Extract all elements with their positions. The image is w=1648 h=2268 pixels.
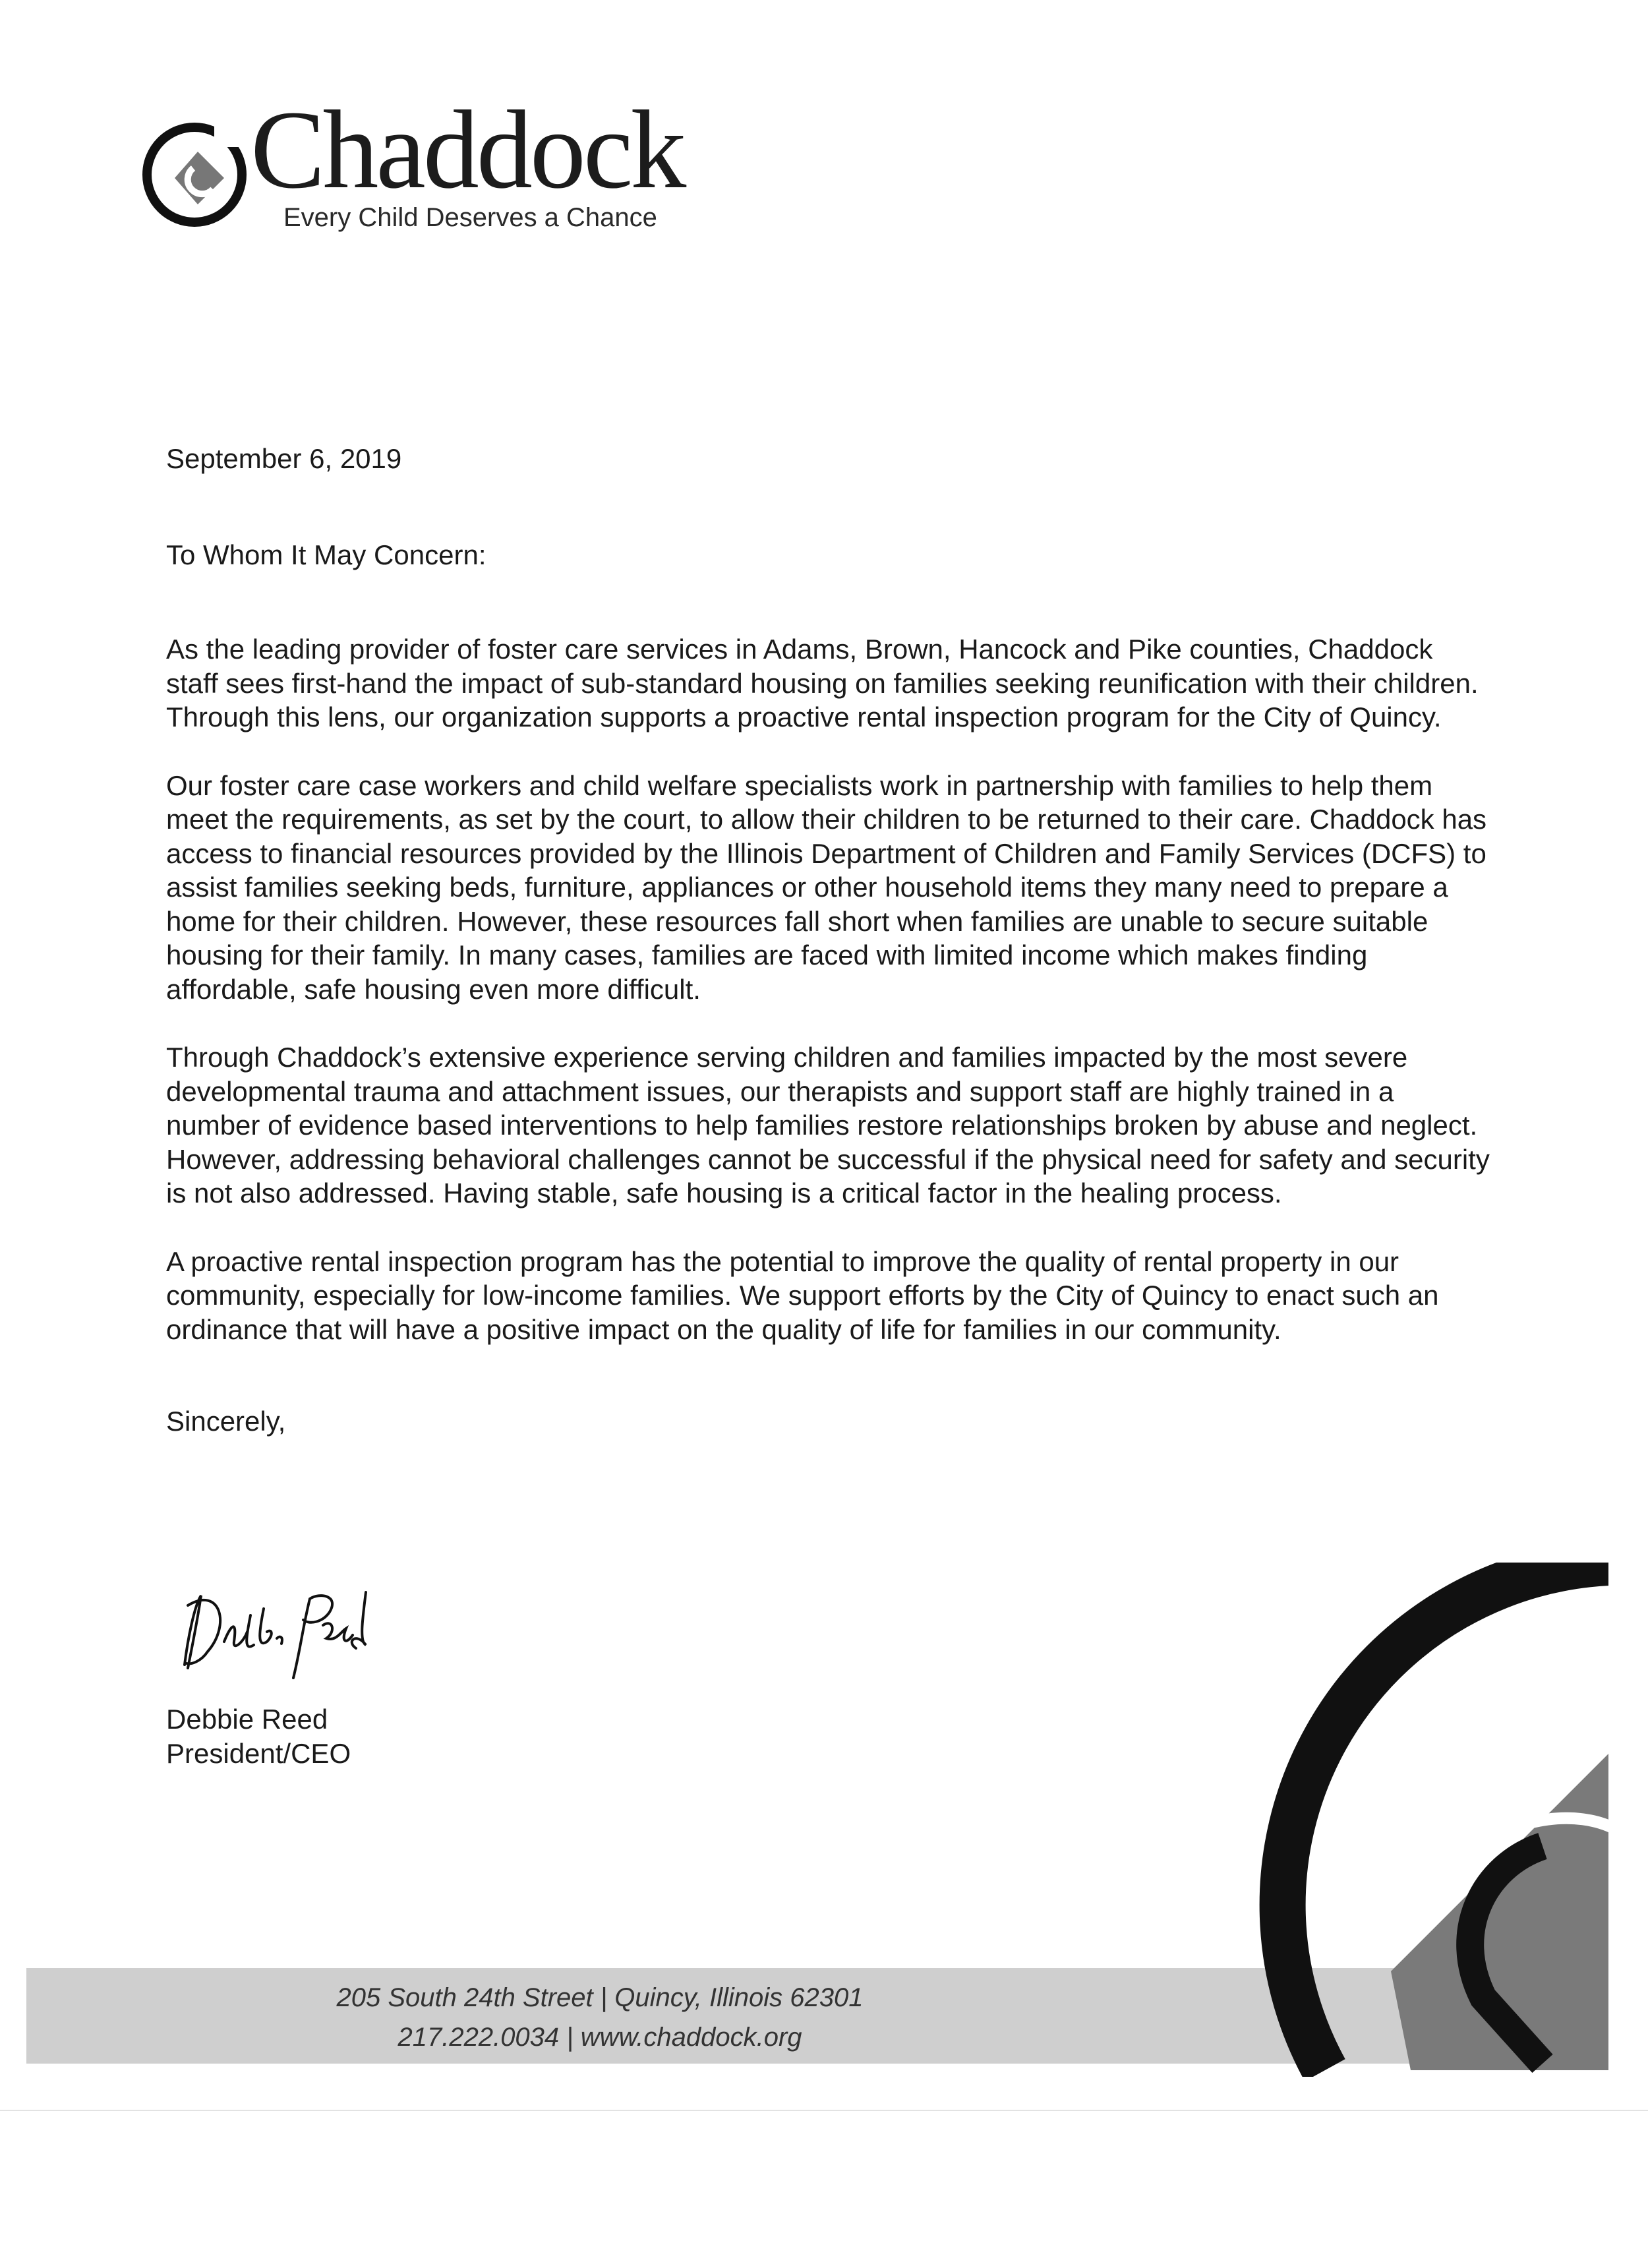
paragraph-3: Through Chaddock’s extensive experience serving children and families impacted by the most severe developmental trauma and attachment issues, our therapists and support staff are highly trained in a number of evidence based interventions to help families restore relationships broken by abuse and neglect. However, addressing behavioral challenges cannot be successful if the physical need for safety and security is not also addressed. Having stable, safe housing is a critical factor in the healing process.	[166, 1042, 1490, 1209]
closing: Sincerely,	[166, 1406, 286, 1437]
letterhead	[135, 88, 728, 244]
chaddock-logo-icon	[135, 115, 254, 234]
signer-block	[166, 1702, 351, 1770]
footer-contact	[0, 1978, 1648, 2057]
salutation: To Whom It May Concern:	[166, 539, 486, 570]
signature	[168, 1579, 405, 1685]
footer-phone-web: 217.222.0034 | www.chaddock.org	[397, 2023, 802, 2052]
tagline: Every Child Deserves a Chance	[283, 203, 657, 232]
brand-name: Chaddock	[250, 88, 684, 212]
signer-title: President/CEO	[166, 1737, 351, 1769]
letter-body	[166, 442, 1491, 1439]
signer-name: Debbie Reed	[166, 1704, 328, 1735]
footer-address: 205 South 24th Street | Quincy, Illinois 62301	[336, 1983, 864, 2012]
page-edge-rule	[0, 2110, 1648, 2111]
letter-date: September 6, 2019	[166, 443, 402, 474]
paragraph-4: A proactive rental inspection program has the potential to improve the quality of rental property in our community, especially for low-income families. We support efforts by the City of Quincy to enact such an ordinance that will have a positive impact on the quality of life for families in our community.	[166, 1245, 1439, 1345]
paragraph-2: Our foster care case workers and child welfare specialists work in partnership with families to help them meet the requirements, as set by the court, to allow their children to be returned to their care. Chaddock has access to financial resources provided by the Illinois Department of Children and Family Services (DCFS) to assist families seeking beds, furniture, appliances or other household items they many need to prepare a home for their children. However, these resources fall short when families are unable to secure suitable housing for their family. In many cases, families are faced with limited income which makes finding affordable, safe housing even more difficult.	[166, 769, 1487, 1005]
paragraph-1: As the leading provider of foster care services in Adams, Brown, Hancock and Pike counties, Chaddock staff sees first-hand the impact of sub-standard housing on families seeking reunification with their children. Through this lens, our organization supports a proactive rental inspection program for the City of Quincy.	[166, 634, 1479, 732]
